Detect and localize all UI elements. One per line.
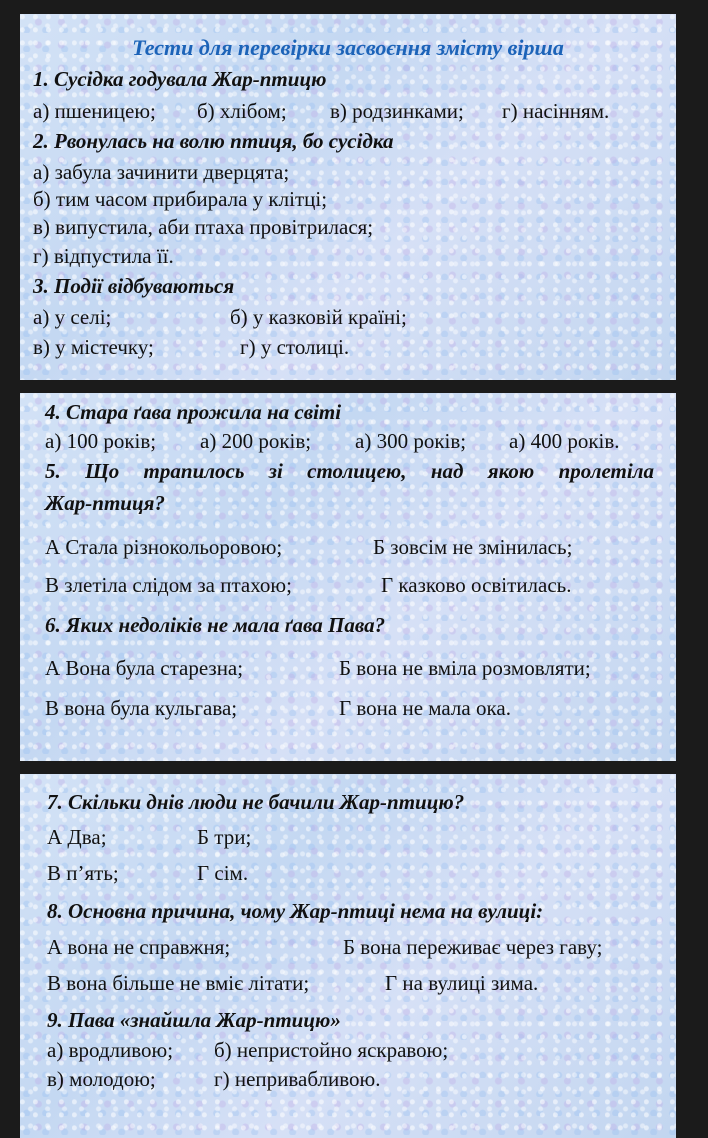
answer-option: а) 400 років.	[509, 429, 620, 453]
answer-option: в) молодою;	[47, 1067, 156, 1091]
question-4: 4. Стара ґава прожила на світі	[45, 400, 342, 424]
answer-option: В вона більше не вміє літати;	[47, 971, 310, 995]
answer-option: Г на вулиці зима.	[385, 971, 539, 995]
test-card-1	[20, 14, 676, 380]
answer-option: б) у казковій країні;	[230, 305, 407, 329]
answer-option: б) тим часом прибирала у клітці;	[33, 187, 328, 211]
answer-option: а) пшеницею;	[33, 99, 156, 123]
answer-option: г) насінням.	[502, 99, 610, 123]
page-title: Тести для перевірки засвоєння змісту вірша	[132, 35, 564, 60]
answer-option: г) відпустила її.	[33, 244, 174, 268]
answer-option: б) хлібом;	[197, 99, 287, 123]
answer-option: в) родзинками;	[330, 99, 464, 123]
answer-option: Б три;	[197, 825, 252, 849]
answer-option: Г сім.	[197, 861, 249, 885]
answer-option: А Два;	[47, 825, 107, 849]
answer-option: Г казково освітилась.	[381, 573, 572, 597]
question-8: 8. Основна причина, чому Жар-птиці нема на вулиці:	[47, 899, 544, 923]
question-1: 1. Сусідка годувала Жар-птицю	[33, 67, 327, 91]
answer-option: Б зовсім не змінилась;	[373, 535, 573, 559]
question-2: 2. Рвонулась на волю птиця, бо сусідка	[33, 129, 394, 153]
question-5-line-2: Жар-птиця?	[45, 491, 165, 515]
answer-option: а) 100 років;	[45, 429, 157, 453]
answer-option: Г вона не мала ока.	[339, 696, 511, 720]
answer-option: А Вона була старезна;	[45, 656, 244, 680]
answer-option: б) непристойно яскравою;	[214, 1038, 449, 1062]
answer-option: а) у селі;	[33, 305, 112, 329]
answer-option: А Стала різнокольоровою;	[45, 535, 283, 559]
answer-option: г) у столиці.	[240, 335, 350, 359]
question-3: 3. Події відбуваються	[33, 274, 235, 298]
answer-option: в) у містечку;	[33, 335, 154, 359]
answer-option: г) непривабливою.	[214, 1067, 381, 1091]
question-6: 6. Яких недоліків не мала ґава Пава?	[45, 613, 386, 637]
answer-option: А вона не справжня;	[47, 935, 231, 959]
test-card-3	[20, 774, 676, 1138]
question-7: 7. Скільки днів люди не бачили Жар-птицю?	[47, 790, 465, 814]
answer-option: В злетіла слідом за птахою;	[45, 573, 292, 597]
answer-option: Б вона переживає через гаву;	[343, 935, 603, 959]
answer-option: а) забула зачинити дверцята;	[33, 160, 290, 184]
answer-option: а) 300 років;	[355, 429, 467, 453]
question-5-line-1: 5. Що трапилось зі столицею, над якою пролетіла	[45, 459, 654, 483]
answer-option: а) вродливою;	[47, 1038, 174, 1062]
answer-option: в) випустила, аби птаха провітрилася;	[33, 215, 374, 239]
answer-option: Б вона не вміла розмовляти;	[339, 656, 591, 680]
answer-option: В вона була кульгава;	[45, 696, 238, 720]
answer-option: В п’ять;	[47, 861, 119, 885]
answer-option: а) 200 років;	[200, 429, 312, 453]
test-card-2	[20, 393, 676, 761]
question-9: 9. Пава «знайшла Жар-птицю»	[47, 1008, 341, 1032]
